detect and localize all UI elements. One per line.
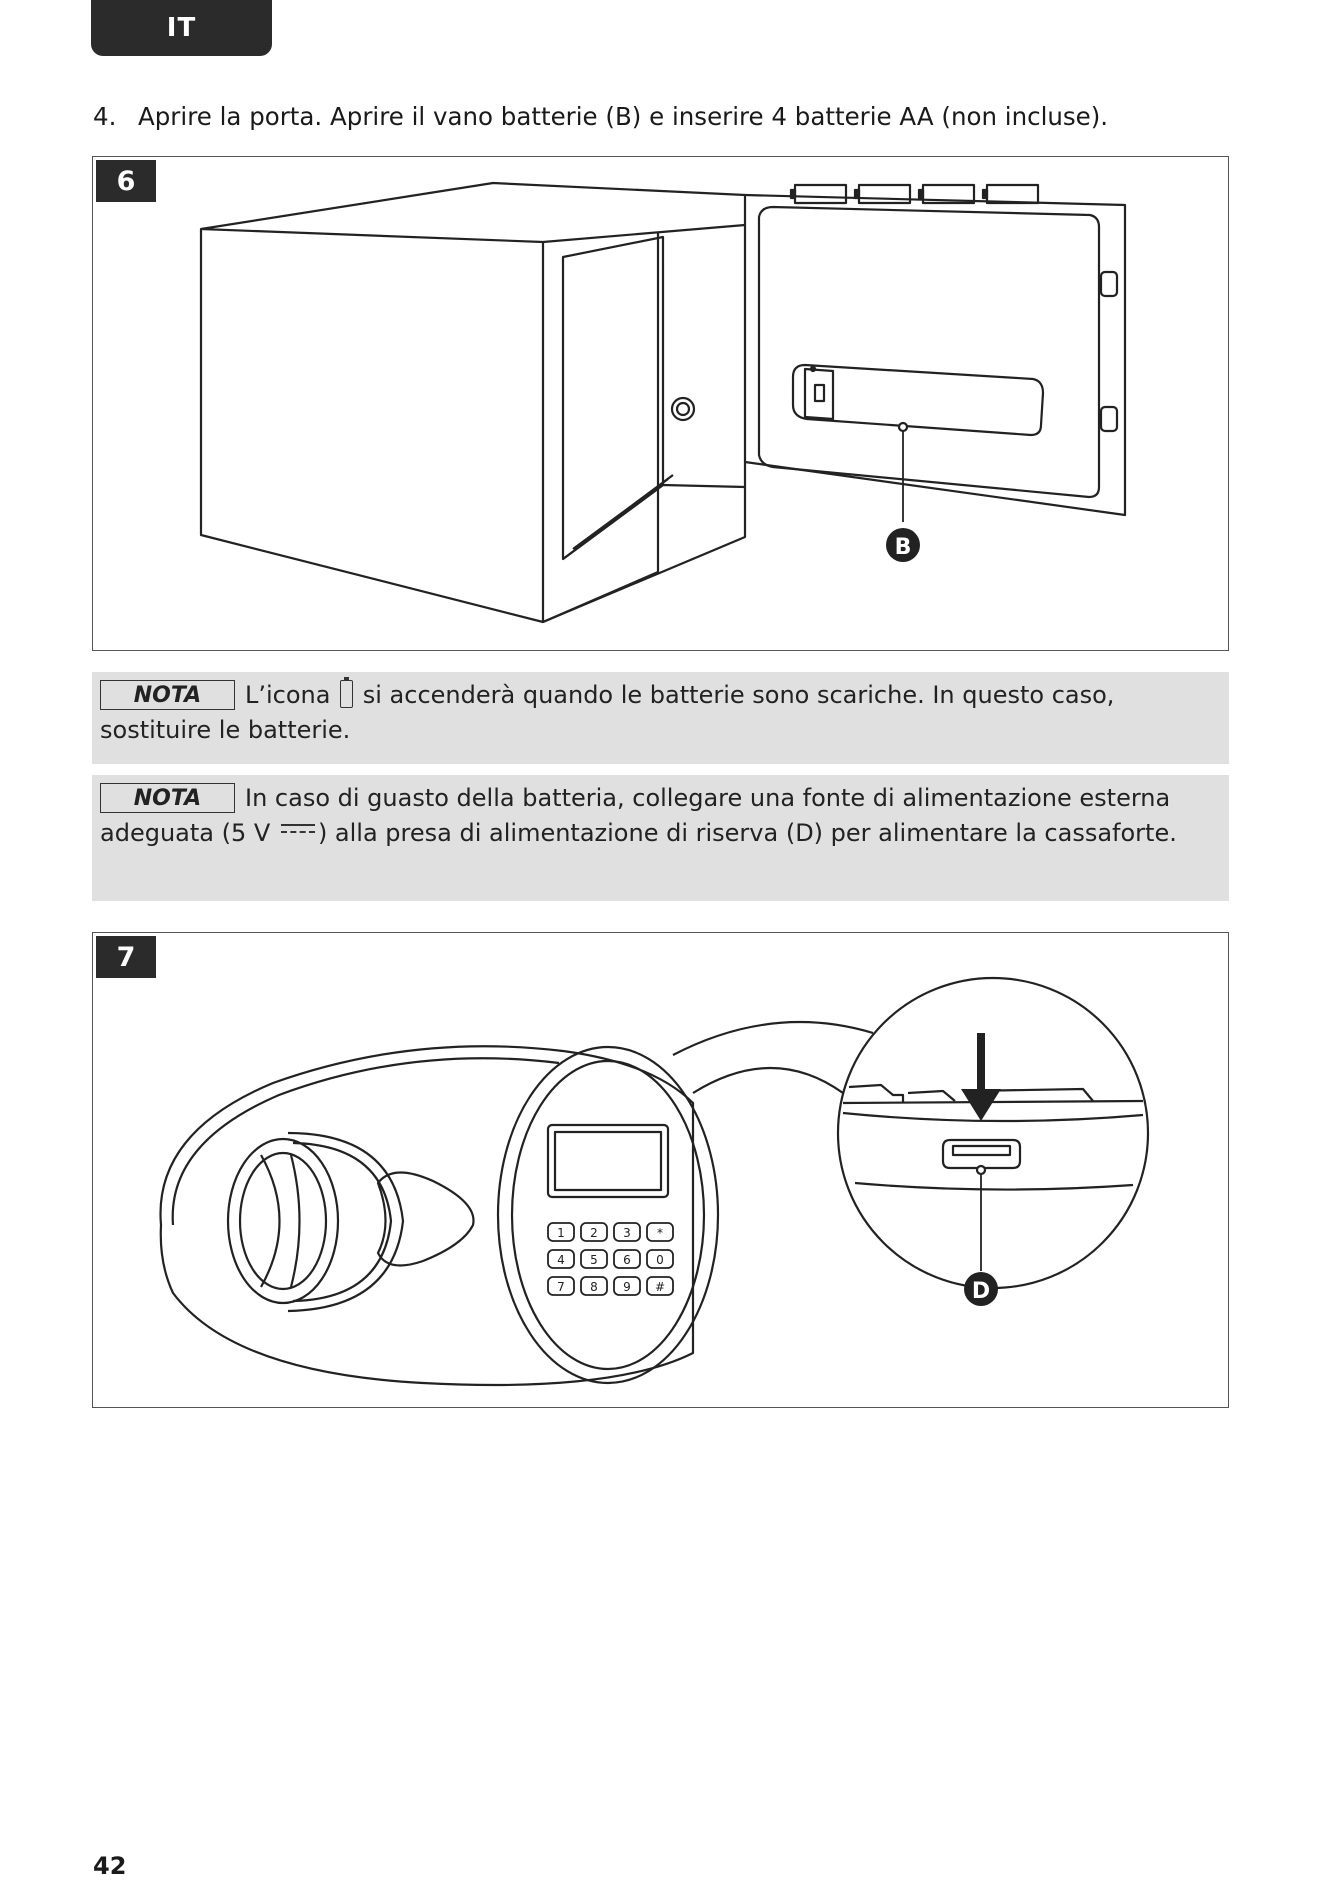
keypad-key-label: 3	[623, 1226, 631, 1240]
keypad-panel-illustration	[93, 933, 1230, 1409]
step-text: Aprire la porta. Aprire il vano batterie (B) e inserire 4 batterie AA (non incluse).	[138, 102, 1109, 131]
keypad-key-label: 8	[590, 1280, 598, 1294]
keypad-key-label: 5	[590, 1253, 598, 1267]
figure-6	[92, 156, 1229, 651]
note-text-after: ) alla presa di alimentazione di riserva (D) per alimentare la cassaforte.	[317, 819, 1177, 847]
safe-open-door-illustration	[93, 157, 1230, 652]
step-instruction	[93, 100, 1243, 134]
figure-number: 6	[96, 160, 156, 202]
battery-icon	[340, 680, 353, 708]
keypad-key-label: 1	[557, 1226, 565, 1240]
note-external-power	[92, 775, 1229, 901]
note-label: NOTA	[100, 783, 235, 813]
keypad-key-label: 7	[557, 1280, 565, 1294]
keypad-key-label: 4	[557, 1253, 565, 1267]
callout-b	[886, 528, 920, 562]
note-text-after: si accenderà quando le batterie sono scariche. In questo caso, sostituire le batterie.	[100, 681, 1115, 744]
keypad-key-label: #	[654, 1280, 666, 1294]
language-tab: IT	[91, 0, 272, 56]
figure-number: 7	[96, 936, 156, 978]
keypad-key-label: 6	[623, 1253, 631, 1267]
keypad	[548, 1223, 673, 1295]
step-number: 4.	[93, 102, 117, 131]
note-text-before: L’icona	[245, 681, 331, 709]
note-text-before: In caso di guasto della batteria, collegare una fonte di alimentazione esterna adeguata (5 V	[100, 784, 1171, 847]
note-low-battery	[92, 672, 1229, 764]
keypad-key-label: 2	[590, 1226, 598, 1240]
keypad-key-label: 0	[656, 1253, 664, 1267]
note-label: NOTA	[100, 680, 235, 710]
page-number: 42	[93, 1852, 127, 1880]
callout-d	[964, 1272, 998, 1306]
keypad-key-label: 9	[623, 1280, 631, 1294]
svg-text:B: B	[894, 535, 912, 560]
svg-text:D: D	[971, 1279, 991, 1304]
figure-7	[92, 932, 1229, 1408]
insert-arrow-icon	[961, 1033, 1001, 1121]
dc-current-icon	[281, 824, 315, 838]
keypad-key-label: *	[657, 1226, 663, 1240]
